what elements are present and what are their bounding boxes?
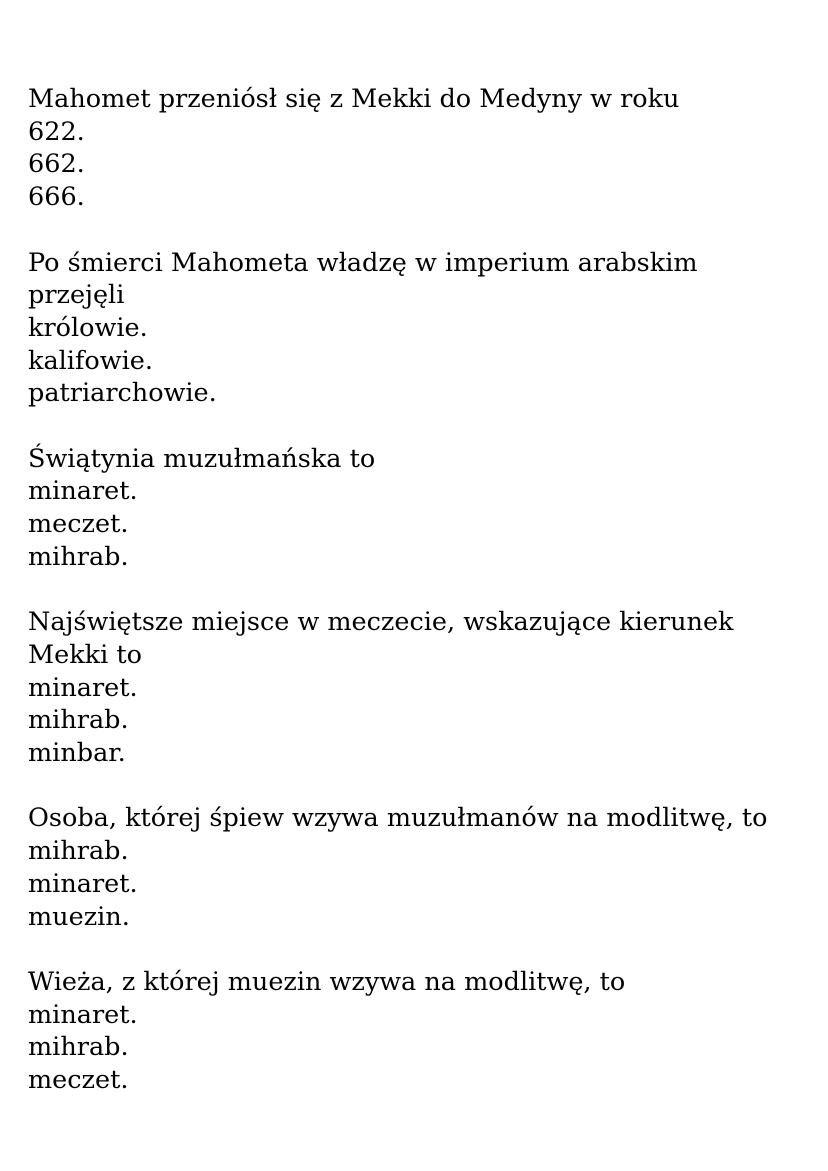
answer-option: minbar. — [28, 738, 126, 769]
answer-option: minaret. — [28, 999, 138, 1030]
answer-option: mihrab. — [28, 541, 129, 572]
answer-option: kalifowie. — [28, 345, 153, 376]
answer-option: mihrab. — [28, 1032, 129, 1063]
answer-option: 662. — [28, 149, 85, 180]
question-2 — [28, 247, 808, 411]
question-6 — [28, 966, 808, 1097]
answer-option: minaret. — [28, 868, 138, 899]
question-4 — [28, 606, 808, 770]
question-3 — [28, 443, 808, 574]
answer-option: 622. — [28, 116, 85, 147]
answer-option: mihrab. — [28, 836, 129, 867]
question-1 — [28, 83, 808, 214]
quiz-document — [28, 83, 808, 1097]
answer-option: 666. — [28, 182, 85, 213]
answer-option: meczet. — [28, 1065, 129, 1096]
answer-option: minaret. — [28, 476, 138, 507]
answer-option: meczet. — [28, 509, 129, 540]
question-text: Osoba, której śpiew wzywa muzułmanów na modlitwę, to — [28, 803, 768, 834]
answer-option: mihrab. — [28, 705, 129, 736]
question-text: Wieża, z której muezin wzywa na modlitwę, to — [28, 966, 626, 997]
answer-option: minaret. — [28, 672, 138, 703]
question-text: Mahomet przeniósł się z Mekki do Medyny w roku — [28, 84, 680, 114]
question-text: Świątynia muzułmańska to — [28, 443, 376, 474]
answer-option: patriarchowie. — [28, 378, 217, 409]
question-text: Najświętsze miejsce w meczecie, wskazujące kierunek Mekki to — [28, 607, 734, 670]
question-text: Po śmierci Mahometa władzę w imperium arabskim przejęli — [28, 247, 698, 311]
answer-option: królowie. — [28, 312, 148, 343]
question-5 — [28, 802, 808, 933]
answer-option: muezin. — [28, 901, 130, 932]
